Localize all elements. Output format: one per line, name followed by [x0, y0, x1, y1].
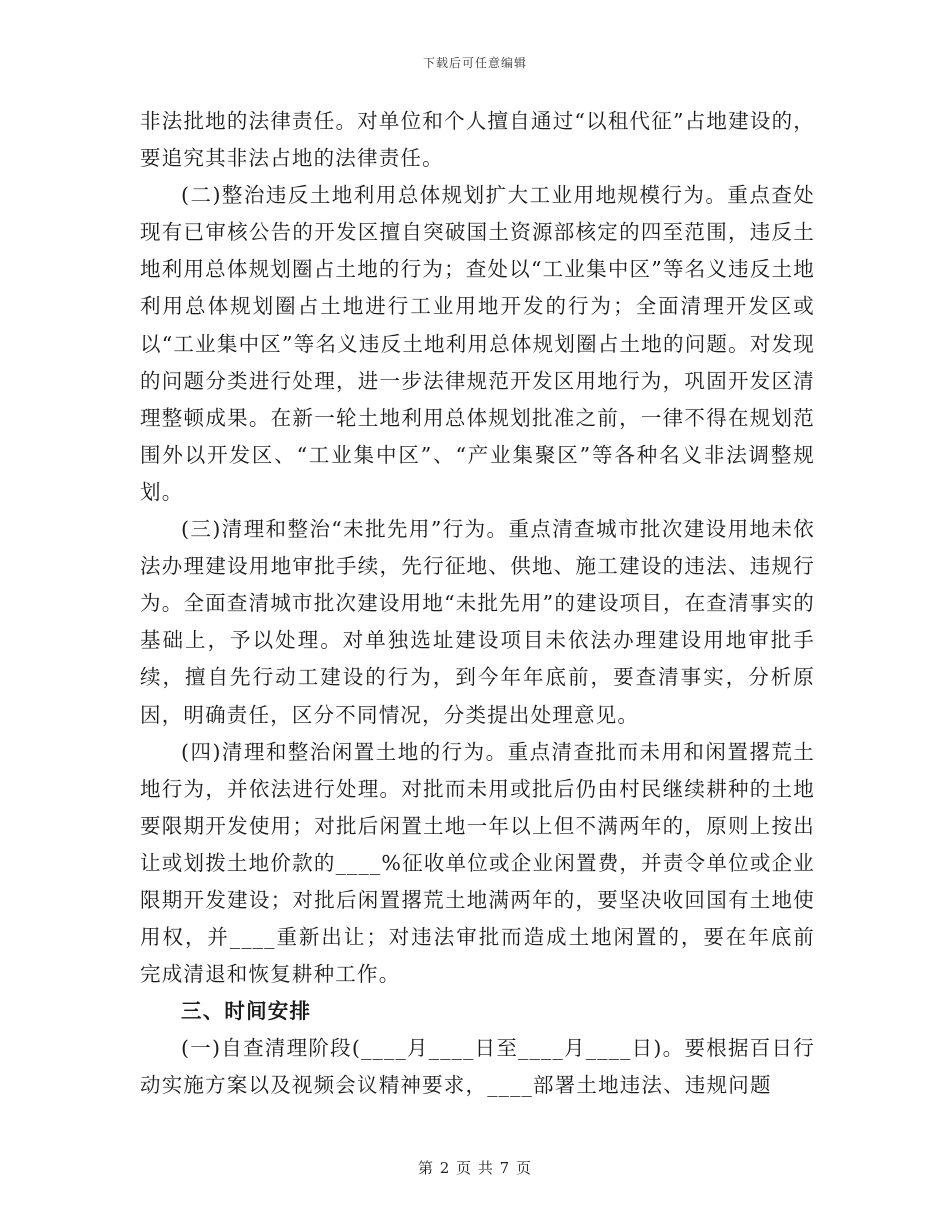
page-number: 第 2 页 共 7 页 — [418, 1159, 532, 1177]
paragraph-schedule-stage-1: (一)自查清理阶段(____月____日至____月____日)。要根据百日行动实施方案以及视频会议精神要求，____部署土地违法、违规问题 — [140, 1036, 815, 1098]
paragraph-item-2: (二)整治违反土地利用总体规划扩大工业用地规模行为。重点查处现有已审核公告的开发区擅自突破国土资源部核定的四至范围，违反土地利用总体规划圈占土地的行为；查处以“工业集中区”等名义违反土地利用总体规划圈占土地进行工业用地开发的行为；全面清理开发区或以“工业集中区”等名义违反土地利用总体规划圈占土地的问题。对发现的问题分类进行处理，进一步法律规范开发区用地行为，巩固开发区清理整顿成果。在新一轮土地利用总体规划批准之前，一律不得在规划范围外以开发区、“工业集中区”、“产业集聚区”等各种名义非法调整规划。 — [140, 183, 815, 504]
paragraph-item-4: (四)清理和整治闲置土地的行为。重点清查批而未用和闲置撂荒土地行为，并依法进行处理。对批而未用或批后仍由村民继续耕种的土地要限期开发使用；对批后闲置土地一年以上但不满两年的，原则上按出让或划拨土地价款的____%征收单位或企业闲置费，并责令单位或企业限期开发建设；对批后闲置撂荒土地满两年的，要坚决收回国有土地使用权，并____重新出让；对违法审批而造成土地闲置的，要在年底前完成清退和恢复耕种工作。 — [140, 739, 815, 987]
paragraph-item-3: (三)清理和整治“未批先用”行为。重点清查城市批次建设用地未依法办理建设用地审批手续，先行征地、供地、施工建设的违法、违规行为。全面查清城市批次建设用地“未批先用”的建设项目，在查清事实的基础上，予以处理。对单独选址建设项目未依法办理建设用地审批手续，擅自先行动工建设的行为，到今年年底前，要查清事实，分析原因，明确责任，区分不同情况，分类提出处理意见。 — [140, 517, 815, 727]
page-header: 下载后可任意编辑 — [422, 56, 527, 70]
section-heading: 三、时间安排 — [181, 999, 312, 1024]
document-body — [140, 103, 815, 1105]
paragraph-continuation: 非法批地的法律责任。对单位和个人擅自通过“以租代征”占地建设的，要追究其非法占地的法律责任。 — [140, 109, 815, 171]
